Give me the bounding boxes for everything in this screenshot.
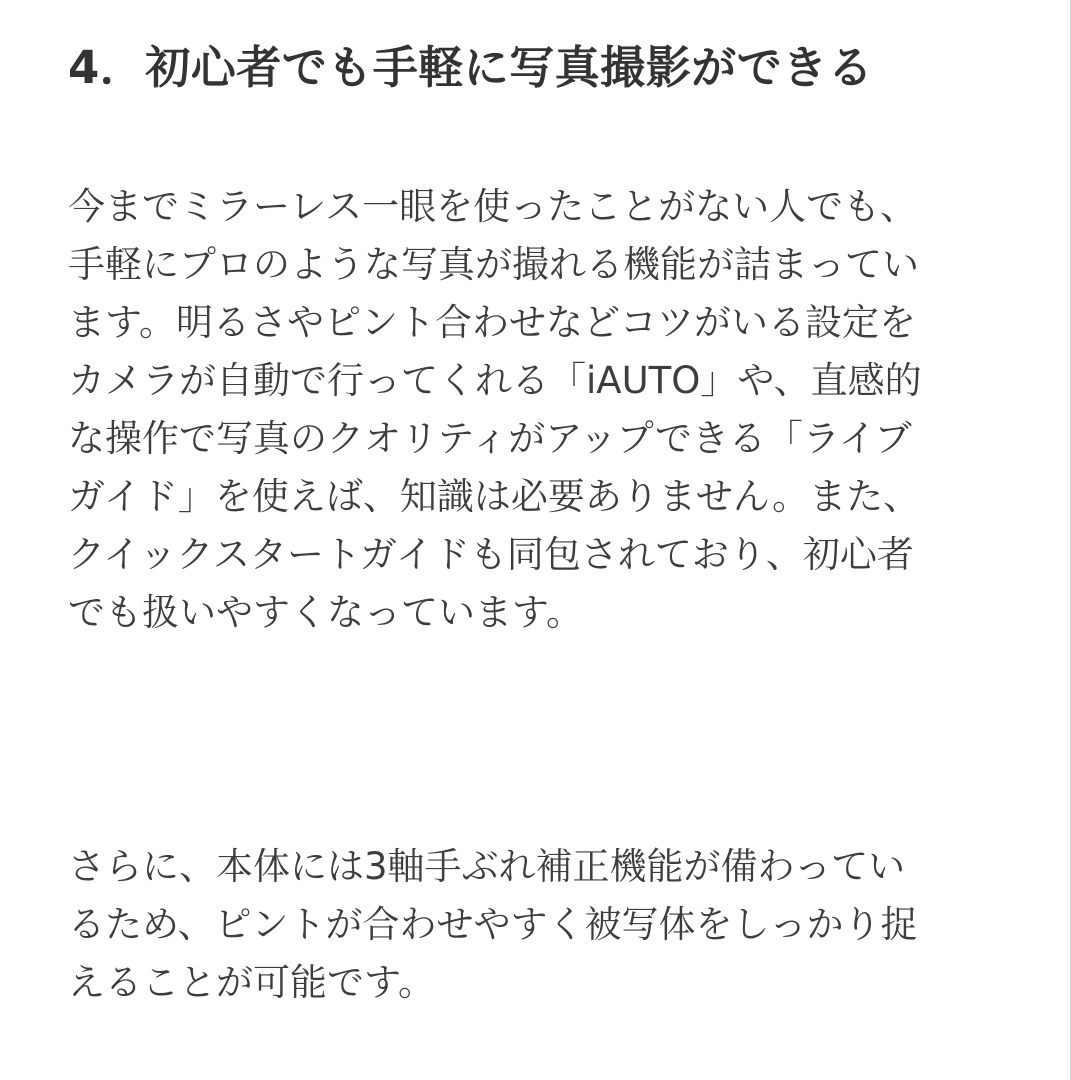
section-heading: 4．初心者でも手軽に写真撮影ができる bbox=[68, 41, 874, 94]
paragraph-stabilization bbox=[68, 838, 918, 1012]
paragraph-line: クイックスタートガイドも同包されており、初心者 bbox=[68, 533, 914, 576]
paragraph-line: な操作で写真のクオリティがアップできる「ライブ bbox=[68, 417, 912, 460]
paragraph-line: えることが可能です。 bbox=[68, 961, 436, 1004]
paragraph-line: ガイド」を使えば、知識は必要ありません。また、 bbox=[68, 475, 921, 518]
paragraph-line: るため、ピントが合わせやすく被写体をしっかり捉 bbox=[68, 903, 918, 946]
paragraph-line: カメラが自動で行ってくれる「iAUTO」や、直感的 bbox=[68, 359, 922, 402]
paragraph-beginner-features bbox=[68, 178, 922, 642]
paragraph-line: 手軽にプロのような写真が撮れる機能が詰まってい bbox=[68, 243, 919, 286]
paragraph-line: 今までミラーレス一眼を使ったことがない人でも、 bbox=[68, 185, 918, 228]
paragraph-line: さらに、本体には3軸手ぶれ補正機能が備わってい bbox=[68, 845, 906, 888]
paragraph-line: ます。明るさやピント合わせなどコツがいる設定を bbox=[68, 301, 917, 344]
paragraph-line: でも扱いやすくなっています。 bbox=[68, 591, 584, 634]
